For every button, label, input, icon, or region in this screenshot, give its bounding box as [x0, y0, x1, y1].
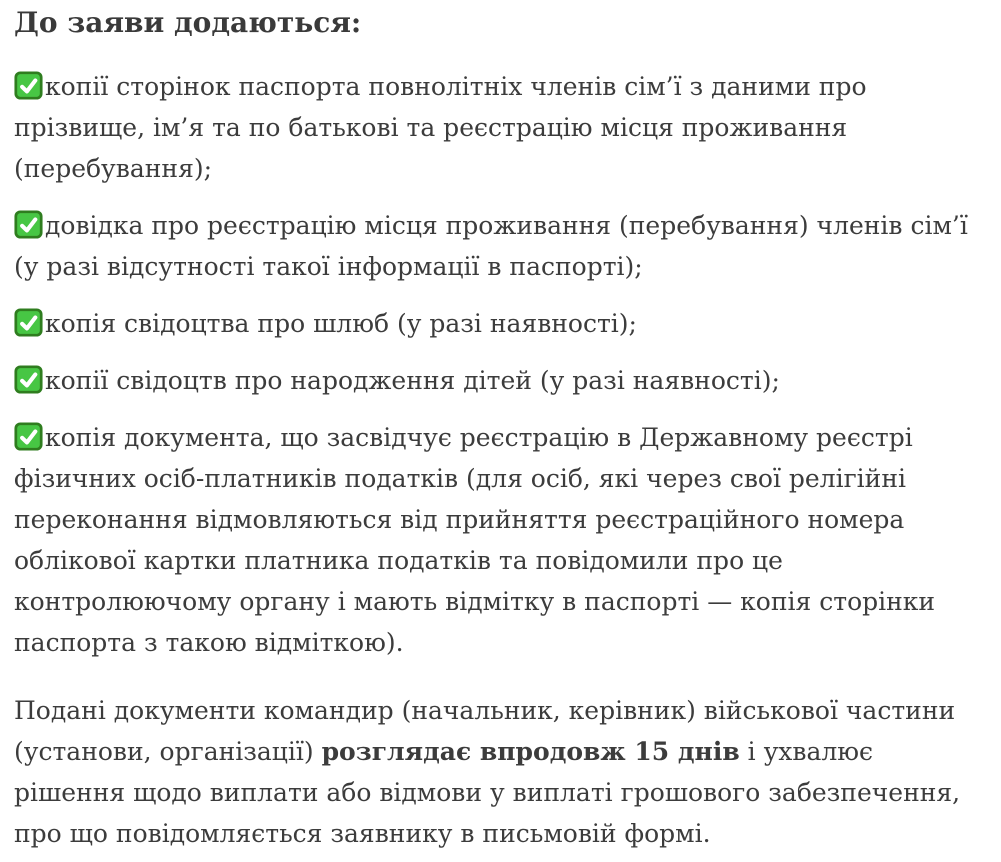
check-icon	[14, 71, 43, 100]
check-icon	[14, 365, 43, 394]
list-item-text: копія свідоцтва про шлюб (у разі наявності);	[45, 309, 637, 338]
list-item	[14, 205, 985, 287]
check-icon	[14, 210, 43, 239]
list-item	[14, 417, 985, 663]
list-item	[14, 66, 985, 189]
list-item	[14, 303, 985, 344]
page-title: До заяви додаються:	[14, 6, 362, 39]
list-item-text: копії сторінок паспорта повнолітніх членів сім’ї з даними про прізвище, ім’я та по батькові та реєстрацію місця проживання (перебування);	[14, 72, 867, 183]
check-icon	[14, 308, 43, 337]
closing-text-bold: розглядає впродовж 15 днів	[321, 737, 740, 766]
list-item	[14, 360, 985, 401]
list-item-text: копія документа, що засвідчує реєстрацію в Державному реєстрі фізичних осіб-платників податків (для осіб, які через свої релігійні переконання відмовляються від прийняття реєстраційного номера облікової картки платника податків та повідомили про це контролюючому органу і мають відмітку в паспорті — копія сторінки паспорта з такою відміткою).	[14, 423, 936, 657]
closing-paragraph	[14, 690, 985, 854]
list-item-text: копії свідоцтв про народження дітей (у разі наявності);	[45, 366, 780, 395]
list-item-text: довідка про реєстрацію місця проживання (перебування) членів сім’ї (у разі відсутності такої інформації в паспорті);	[14, 211, 968, 281]
closing-text-start: Подані документи командир (начальник, керівник) військової частини (установи, організації)	[14, 696, 956, 766]
check-icon	[14, 422, 43, 451]
closing-text-end: і ухвалює рішення щодо виплати або відмови у виплаті грошового забезпечення, про що повідомляється заявнику в письмовій формі.	[14, 737, 961, 848]
